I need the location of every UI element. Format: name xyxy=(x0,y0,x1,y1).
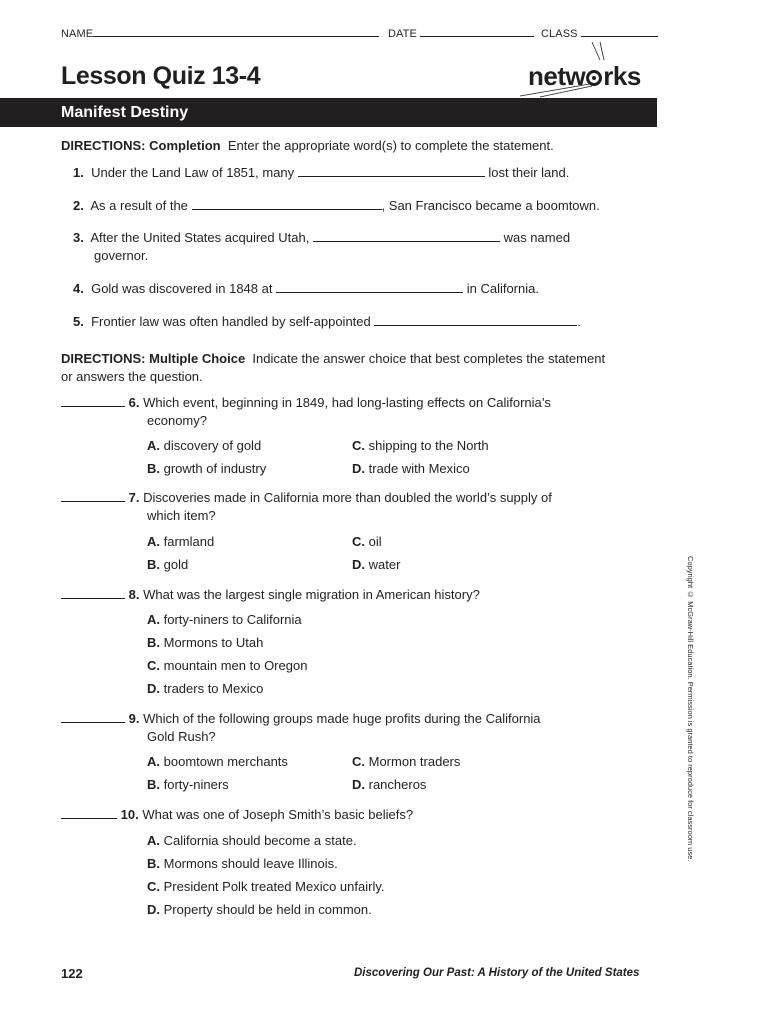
name-field[interactable] xyxy=(61,26,379,40)
name-label: NAME xyxy=(61,28,94,40)
choice-9d[interactable]: D. rancheros xyxy=(352,777,427,792)
mc-question-9: 9. Which of the following groups made huge profits during the California Gold Rush? xyxy=(61,710,621,746)
choice-10c[interactable]: C. President Polk treated Mexico unfairly. xyxy=(147,879,385,894)
book-title: Discovering Our Past: A History of the United States xyxy=(354,967,640,979)
networks-logo: netw rks xyxy=(528,61,641,91)
choice-9c[interactable]: C. Mormon traders xyxy=(352,754,461,769)
answer-blank[interactable] xyxy=(374,315,577,326)
answer-blank[interactable] xyxy=(192,199,382,210)
choice-7a[interactable]: A. farmland xyxy=(147,534,215,549)
class-label: CLASS xyxy=(541,28,578,40)
mc-question-8: 8. What was the largest single migration in American history? xyxy=(61,586,621,604)
mc-question-7: 7. Discoveries made in California more than doubled the world’s supply of which item? xyxy=(61,489,621,525)
choice-6a[interactable]: A. discovery of gold xyxy=(147,438,262,453)
answer-blank[interactable] xyxy=(61,396,125,407)
choice-10b[interactable]: B. Mormons should leave Illinois. xyxy=(147,856,338,871)
choice-6b[interactable]: B. growth of industry xyxy=(147,461,267,476)
answer-blank[interactable] xyxy=(61,491,125,502)
page-subtitle: Manifest Destiny xyxy=(61,104,189,121)
multiple-choice-directions: DIRECTIONS: Multiple Choice Indicate the answer choice that best completes the statement or answers the question. xyxy=(61,351,606,384)
date-label: DATE xyxy=(388,28,417,40)
answer-blank[interactable] xyxy=(61,588,125,599)
choice-7c[interactable]: C. oil xyxy=(352,534,382,549)
choice-10d[interactable]: D. Property should be held in common. xyxy=(147,902,372,917)
completion-question-5: 5. Frontier law was often handled by self-appointed . xyxy=(73,314,581,329)
completion-question-1: 1. Under the Land Law of 1851, many lost their land. xyxy=(73,165,570,180)
choice-7d[interactable]: D. water xyxy=(352,557,401,572)
answer-blank[interactable] xyxy=(298,166,485,177)
choice-8c[interactable]: C. mountain men to Oregon xyxy=(147,658,308,673)
choice-8a[interactable]: A. forty-niners to California xyxy=(147,612,302,627)
copyright-notice: Copyright © McGraw-Hill Education. Permission is granted to reproduce for classroom use. xyxy=(686,556,695,862)
completion-question-4: 4. Gold was discovered in 1848 at in California. xyxy=(73,281,539,296)
page-number: 122 xyxy=(61,966,83,981)
completion-question-2: 2. As a result of the , San Francisco became a boomtown. xyxy=(73,198,600,213)
date-field[interactable] xyxy=(388,26,534,40)
choice-7b[interactable]: B. gold xyxy=(147,557,189,572)
choice-6c[interactable]: C. shipping to the North xyxy=(352,438,489,453)
mc-question-6: 6. Which event, beginning in 1849, had long-lasting effects on California’s economy? xyxy=(61,394,621,430)
class-field[interactable] xyxy=(541,26,658,40)
mc-question-10: 10. What was one of Joseph Smith’s basic beliefs? xyxy=(61,806,621,824)
choice-8d[interactable]: D. traders to Mexico xyxy=(147,681,264,696)
choice-8b[interactable]: B. Mormons to Utah xyxy=(147,635,264,650)
choice-9b[interactable]: B. forty-niners xyxy=(147,777,229,792)
completion-question-3: 3. After the United States acquired Utah, was named governor. xyxy=(73,230,571,263)
answer-blank[interactable] xyxy=(61,712,125,723)
choice-6d[interactable]: D. trade with Mexico xyxy=(352,461,470,476)
answer-blank[interactable] xyxy=(313,231,500,242)
choice-9a[interactable]: A. boomtown merchants xyxy=(147,754,288,769)
completion-directions: DIRECTIONS: Completion Enter the appropriate word(s) to complete the statement. xyxy=(61,138,554,153)
answer-blank[interactable] xyxy=(61,808,117,819)
logo-o-icon xyxy=(586,70,602,86)
answer-blank[interactable] xyxy=(276,282,463,293)
page-title: Lesson Quiz 13-4 xyxy=(61,62,261,90)
choice-10a[interactable]: A. California should become a state. xyxy=(147,833,357,848)
